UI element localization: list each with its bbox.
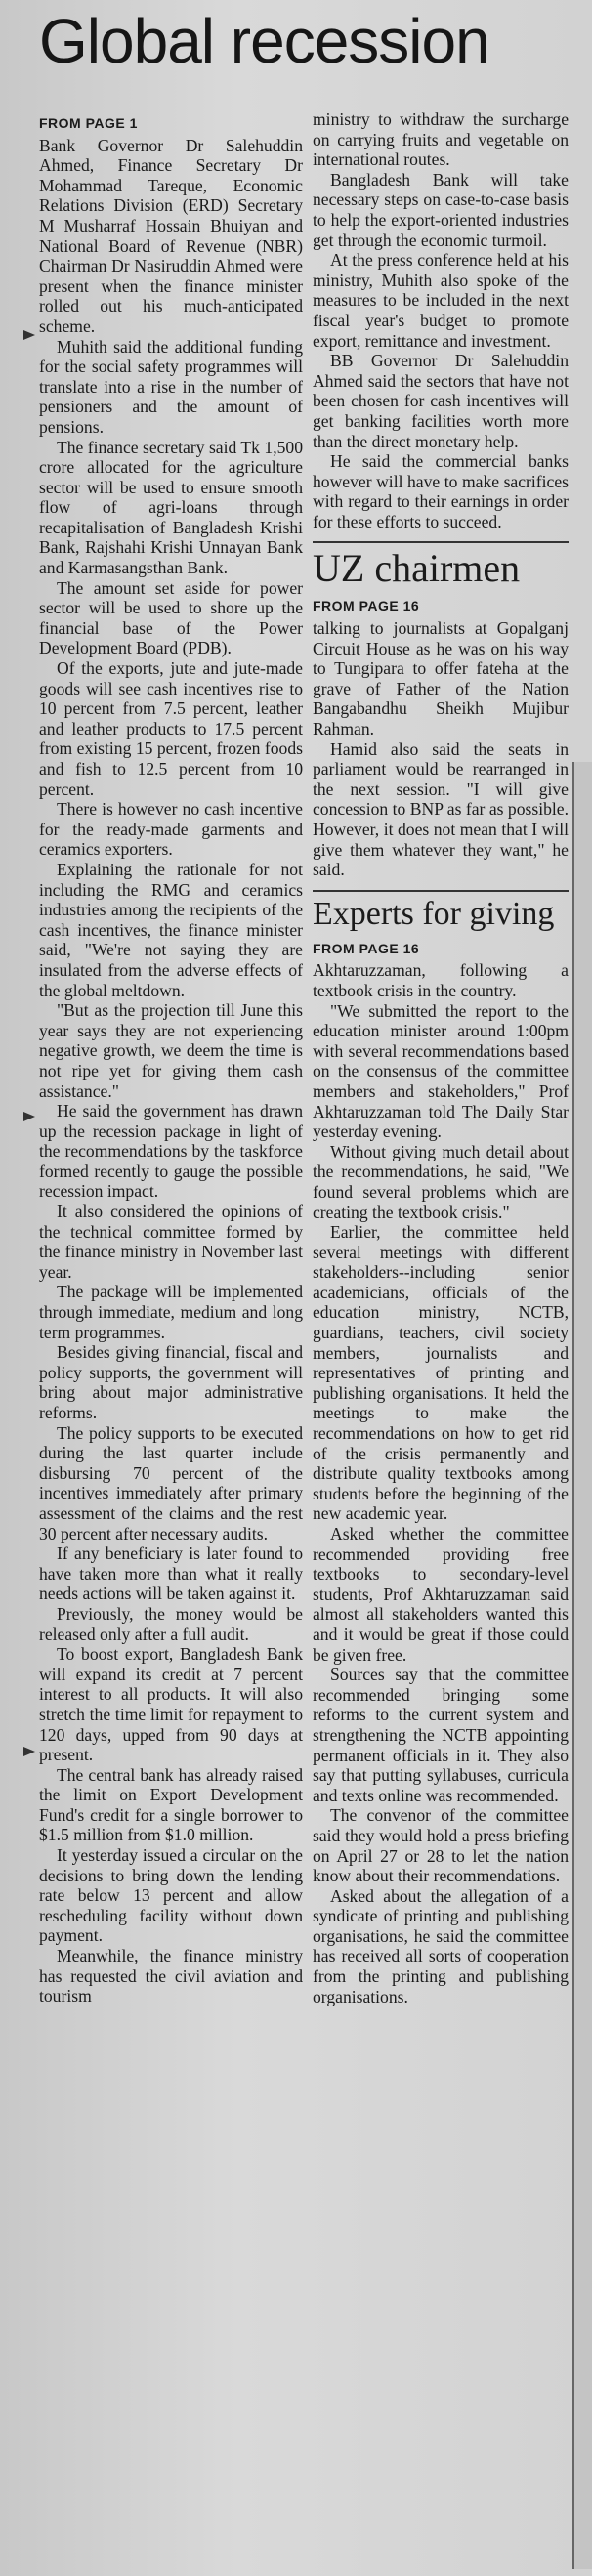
- paragraph: To boost export, Bangladesh Bank will expand its credit at 7 percent interest to all products. It will also stretch the time limit for repayment to 120 days, upped from 90 days at present.: [39, 1644, 303, 1765]
- paragraph: Akhtaruzzaman, following a textbook crisis in the country.: [313, 960, 569, 1000]
- paragraph: If any beneficiary is later found to have taken more than what it really needs actions will be taken against it.: [39, 1543, 303, 1604]
- paragraph: Bangladesh Bank will take necessary steps on case-to-case basis to help the export-oriented industries get through the economic turmoil.: [313, 169, 569, 250]
- paragraph: Explaining the rationale for not including the RMG and ceramics industries among the recipients of the cash incentives, the finance minister said, "We're not saying they are insulated from the adverse effects of the global meltdown.: [39, 859, 303, 1000]
- paragraph: The convenor of the committee said they would hold a press briefing on April 27 or 28 to let the nation know about their recommendations.: [313, 1805, 569, 1886]
- margin-pointer-icon: [23, 330, 35, 340]
- paragraph: ministry to withdraw the surcharge on carrying fruits and vegetable on international routes.: [313, 109, 569, 170]
- from-page-label: FROM PAGE 16: [313, 940, 420, 956]
- paragraph: Hamid also said the seats in parliament would be rearranged in the next session. "I will give concession to BNP as far as possible. However, it does not mean that I will give them whatever they want," he said.: [313, 739, 569, 880]
- experts-headline: Experts for giving: [313, 890, 569, 935]
- paragraph: It yesterday issued a circular on the decisions to bring down the lending rate below 13 percent and allow rescheduling facility without down payment.: [39, 1845, 303, 1946]
- paragraph: The finance secretary said Tk 1,500 crore allocated for the agriculture sector will be used to ensure smooth flow of agri-loans through recapitalisation of Bangladesh Krishi Bank, Rajshahi Krishi Unnayan Bank and Karmasangsthan Bank.: [39, 437, 303, 578]
- headline: Global recession: [39, 6, 489, 76]
- paragraph: Earlier, the committee held several meetings with different stakeholders--including senior academicians, officials of the education ministry, NCTB, guardians, teachers, civil society members, journalists and representatives of printing and publishing organisations. It held the meetings to make the recommendations on how to get rid of the crisis permanently and distribute quality textbooks among students before the beginning of the new academic year.: [313, 1222, 569, 1524]
- paragraph: "We submitted the report to the education minister around 1:00pm with several recommendations based on the consensus of the committee members and stakeholders," Prof Akhtaruzzaman told The Daily Star yesterday evening.: [313, 1000, 569, 1142]
- paragraph: "But as the projection till June this year says they are not experiencing negative growth, we deem the time is not ripe yet for giving them cash assistance.": [39, 1000, 303, 1101]
- paragraph: At the press conference held at his ministry, Muhith also spoke of the measures to be included in the next fiscal year's budget to promote export, remittance and investment.: [313, 250, 569, 351]
- paragraph: He said the government has drawn up the recession package in light of the recommendations by the taskforce formed recently to gauge the possible recession impact.: [39, 1101, 303, 1202]
- paragraph: Bank Governor Dr Salehuddin Ahmed, Finance Secretary Dr Mohammad Tareque, Economic Relations Division (ERD) Secretary M Musharraf Hossain Bhuiyan and National Board of Revenue (NBR) Chairman Dr Nasiruddin Ahmed were present when the finance minister rolled out his much-anticipated scheme.: [39, 135, 303, 336]
- paragraph: The central bank has already raised the limit on Export Development Fund's credit for a single borrower to $1.5 million from $1.0 million.: [39, 1764, 303, 1845]
- paragraph: Previously, the money would be released only after a full audit.: [39, 1603, 303, 1644]
- paragraph: Besides giving financial, fiscal and policy supports, the government will bring about major administrative reforms.: [39, 1342, 303, 1422]
- from-page-label: FROM PAGE 16: [313, 598, 420, 614]
- paragraph: The policy supports to be executed during the last quarter include disbursing 70 percent of the incentives immediately after primary assessment of the claims and the rest 30 percent after necessary audits.: [39, 1422, 303, 1543]
- paragraph: The package will be implemented through immediate, medium and long term programmes.: [39, 1282, 303, 1342]
- paragraph: Of the exports, jute and jute-made goods will see cash incentives rise to 10 percent from 7.5 percent, leather and leather products to 17.5 percent from existing 15 percent, frozen foods and fish to 12.5 percent from 10 percent.: [39, 658, 303, 799]
- paragraph: He said the commercial banks however will have to make sacrifices with regard to their earnings in order for these efforts to succeed.: [313, 451, 569, 531]
- adjacent-column-edge: [572, 762, 592, 2569]
- paragraph: The amount set aside for power sector will be used to shore up the financial base of the Power Development Board (PDB).: [39, 577, 303, 658]
- margin-pointer-icon: [23, 1112, 35, 1121]
- right-column: [313, 109, 569, 2006]
- paragraph: Meanwhile, the finance ministry has requested the civil aviation and tourism: [39, 1946, 303, 2006]
- from-page-label: FROM PAGE 1: [39, 115, 138, 131]
- main-story-column-1: [39, 109, 303, 2006]
- paragraph: There is however no cash incentive for the ready-made garments and ceramics exporters.: [39, 799, 303, 860]
- margin-pointer-icon: [23, 1747, 35, 1756]
- paragraph: talking to journalists at Gopalganj Circuit House as he was on his way to Tungipara to offer fateha at the grave of Father of the Nation Bangabandhu Sheikh Mujibur Rahman.: [313, 618, 569, 739]
- paragraph: Asked about the allegation of a syndicate of printing and publishing organisations, he said the committee has received all sorts of cooperation from the printing and publishing organisations.: [313, 1885, 569, 2006]
- paragraph: Without giving much detail about the recommendations, he said, "We found several problems which are creating the textbook crisis.": [313, 1141, 569, 1222]
- paragraph: It also considered the opinions of the technical committee formed by the finance ministry in November last year.: [39, 1202, 303, 1282]
- paragraph: Asked whether the committee recommended providing free textbooks to secondary-level students, Prof Akhtaruzzaman said almost all stakeholders wanted this and it would be great if those could be given free.: [313, 1524, 569, 1665]
- uz-chairmen-headline: UZ chairmen: [313, 541, 569, 592]
- paragraph: Muhith said the additional funding for the social safety programmes will translate into a rise in the number of pensioners and the amount of pensions.: [39, 336, 303, 437]
- paragraph: Sources say that the committee recommended bringing some reforms to the current system and strengthening the NCTB appointing permanent officials in it. They also say that putting syllabuses, curricula and texts online was recommended.: [313, 1665, 569, 1805]
- paragraph: BB Governor Dr Salehuddin Ahmed said the sectors that have not been chosen for cash incentives will get banking facilities worth more than the direct monetary help.: [313, 351, 569, 451]
